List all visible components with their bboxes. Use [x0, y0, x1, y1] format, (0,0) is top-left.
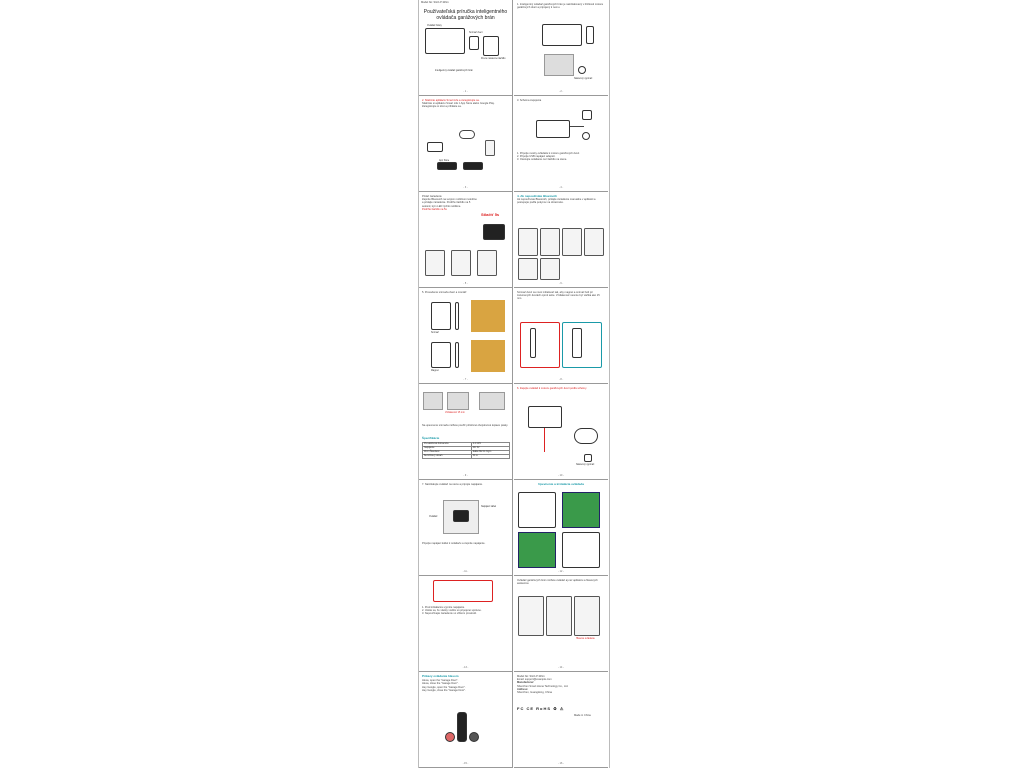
address: Shenzhen, Guangdong, China — [517, 691, 552, 695]
voice-command-1: Alexa, open the "Garage Door". — [422, 679, 459, 683]
panel-4-text: 1. Pripojte svorky ovládača k motoru garážových dverí. 2. Pripojte USB napájací adaptér. 3. Otestujte ovládanie cez tlačidlo na stene. — [517, 152, 580, 162]
page-number: - 10 - — [558, 474, 564, 477]
panel-9 — [419, 384, 513, 480]
spec-value: DC 5V — [471, 447, 509, 451]
panel-6 — [514, 192, 608, 288]
door-photo-2 — [447, 392, 469, 410]
panel-10 — [514, 384, 608, 480]
manufacturer: Shenzhen Smart Home Technology Co., Ltd. — [517, 684, 569, 688]
spec-key: Napájanie — [423, 447, 472, 451]
title-line-2: ovládača garážových brán — [436, 15, 495, 22]
label-app-store: App Store — [439, 160, 450, 162]
voice-command-4: Hey Google, close the "Garage Door". — [422, 688, 466, 692]
panel-3-text: Stiahnite si aplikáciu Smart Life z App Store alebo Google Play. Zaregistrujte si účet a prihláste sa. — [422, 102, 496, 109]
controller-diagram — [528, 406, 562, 428]
panel-7-text: 5. Prevedenie snímača dverí a montáž — [422, 291, 467, 294]
label-wall-switch: Nástenný vypínač — [574, 78, 593, 80]
ce-mark: CE — [526, 706, 535, 711]
page-number: - 3 - — [463, 186, 468, 189]
controller-diagram — [542, 24, 582, 46]
panel-5-red-text: Podržte tlačidlo na 5s — [422, 207, 447, 211]
motor-icon — [574, 428, 598, 444]
label-power-cable: Napájací kábel — [481, 506, 497, 508]
label-sensor: Snímač dverí — [469, 32, 483, 34]
door-photo-3 — [479, 392, 505, 410]
panel-15 — [419, 672, 513, 768]
door-photo-1 — [423, 392, 443, 410]
cloud-icon — [459, 130, 475, 139]
panel-12 — [514, 480, 608, 576]
spec-row — [423, 455, 510, 459]
page-number: - 9 - — [463, 474, 468, 477]
page-number: - 5 - — [463, 282, 468, 285]
panel-14-text: Ovládač garážových brán môžete ovládať aj cez aplikáciu a hlasových asistentov. — [517, 579, 599, 586]
wood-mount-1 — [471, 300, 505, 332]
phone-screen-3 — [574, 596, 600, 636]
smart-speaker-round-icon — [445, 732, 455, 742]
label-caption: Inteligentný ovládač garážových brán — [435, 70, 473, 72]
label-distance: Vzdialenosť 15 mm — [445, 412, 465, 414]
panel-11-text: 7. Nainštalujte ovládač na stenu a pripojte napájanie. — [422, 483, 483, 486]
panel-8-text: Snímač dverí sa musí inštalovať tak, aby magnet a snímač boli pri zatvorených dverách oproti sebe. Vzdialenosť nesmie byť väčšia ako 15 mm. — [517, 291, 601, 301]
panel-4 — [514, 96, 608, 192]
correct-install-frame — [562, 322, 602, 368]
spec-value: 50 m — [471, 455, 509, 459]
router-icon — [427, 142, 443, 152]
warning-illustration — [433, 580, 493, 602]
controller-photo — [453, 510, 469, 522]
google-play-badge[interactable] — [463, 162, 483, 170]
page-number: - 2 - — [558, 90, 564, 93]
circuit-board-1 — [562, 492, 600, 528]
panel-13-text: 1. Pred inštaláciou vypnite napájanie. 2. Uistite sa, že všetky vodiče sú pripojené správne. 3. Nepoužívajte zariadenie vo vlhkom prostredí. — [422, 606, 482, 616]
wood-mount-2 — [471, 340, 505, 372]
garage-door-illustration — [544, 54, 574, 76]
phone-screen-4 — [584, 228, 604, 256]
panel-4-heading: 3. Schéma zapojenia — [517, 99, 542, 102]
wall-switch-icon — [582, 132, 590, 140]
spec-value: 2.4 GHz — [471, 443, 509, 447]
back-email: Email: support@example.com — [517, 678, 552, 682]
magnet-side — [455, 342, 459, 368]
recycle-icon: ♻ — [553, 706, 558, 711]
made-in: Made in China — [574, 714, 591, 717]
page-number: - 16 - — [558, 762, 564, 765]
voice-command-3: Hey Google, open the "Garage Door". — [422, 685, 466, 689]
panel-6-heading: 4. Ak nepoužíváte Bluetooth — [517, 194, 558, 198]
phone-screen-6 — [540, 258, 560, 280]
phone-screen-1 — [518, 228, 538, 256]
page-number: - 14 - — [558, 666, 564, 669]
page-number: - 7 - — [463, 378, 468, 381]
wire — [570, 126, 584, 127]
label-sensor: Snímač — [431, 332, 439, 334]
panel-11-footer: Pripojte napájací kábel k ovládaču a zapnite napájanie. — [422, 542, 486, 545]
manufacturer-label: Manufacturer: — [517, 681, 535, 685]
warning-icon: ⚠ — [559, 706, 565, 711]
phone-screen-2 — [451, 250, 471, 276]
phone-icon — [485, 140, 495, 156]
panel-14 — [514, 576, 608, 672]
panel-6-text: Ak nepoužívate Bluetooth, pridajte zariadenie manuálne v aplikácii a postupujte podľa pokynov na obrazovke. — [517, 198, 597, 205]
phone-screen-2 — [540, 228, 560, 256]
phone-screen-5 — [518, 258, 538, 280]
back-model: Model No: SGO-P-WG1 — [517, 675, 545, 678]
press-5s-badge: Stlačiť 5s — [481, 212, 500, 217]
phone-screen-1 — [518, 596, 544, 636]
smart-speaker-small-icon — [469, 732, 479, 742]
wire-red — [544, 428, 545, 452]
spec-key: Bezdrôtový dosah — [423, 455, 472, 459]
install-step-1 — [518, 492, 556, 528]
sensor-correct — [572, 328, 582, 358]
panel-15-heading: Príkazy ovládania hlasom — [422, 674, 459, 678]
spec-table — [422, 442, 510, 459]
model-number: Model No: SGO-P-WG1 — [421, 1, 449, 4]
phone-screen-1 — [425, 250, 445, 276]
sensor-wrong — [530, 328, 536, 358]
garage-illustration — [425, 28, 465, 54]
spec-value: IEEE 802.11 b/g/n — [471, 451, 509, 455]
page-number: - 4 - — [558, 186, 564, 189]
magnet-front — [455, 302, 459, 330]
voice-control-label: Hlasové ovládanie — [576, 638, 595, 640]
panel-8 — [514, 288, 608, 384]
page-number: - 8 - — [558, 378, 564, 381]
rohs-mark: RoHS — [536, 706, 552, 711]
door-sensor-icon — [469, 36, 479, 50]
panel-9-note: Na upevnenie snímača môžete použiť priložené obojstranné lepiace pásky. — [422, 424, 509, 427]
certification-marks — [517, 706, 564, 711]
address-label: Address: — [517, 687, 529, 691]
panel-5 — [419, 192, 513, 288]
title-line-1: Používateľská príručka inteligentného — [423, 9, 508, 16]
install-step-4 — [562, 532, 600, 568]
page-number: - 6 - — [558, 282, 564, 285]
page-number: - 13 - — [462, 666, 469, 669]
panel-2 — [514, 0, 608, 96]
panel-3-heading: 2. Stiahnite aplikáciu Smart Life a zaregistrujte sa. — [422, 99, 480, 102]
label-wall-switch: Nástenný vypínač — [576, 464, 595, 466]
panel-10-text: 6. Zapojte ovládač k motoru garážových dverí podľa schémy. — [517, 387, 587, 390]
wrong-install-frame — [520, 322, 560, 368]
smart-speaker-icon — [457, 712, 467, 742]
wall-switch-icon — [584, 454, 592, 462]
circuit-board-2 — [518, 532, 556, 568]
phone-screen-2 — [546, 596, 572, 636]
panel-5-heading: Pridať zariadenie — [422, 195, 442, 198]
page-number: - 1 - — [463, 90, 468, 93]
page-number: - 12 - — [558, 570, 564, 573]
spec-key: Wi-Fi Štandard — [423, 451, 472, 455]
panel-3 — [419, 96, 513, 192]
wall-switch-icon — [578, 66, 586, 74]
sensor-front — [431, 302, 451, 330]
switch-icon — [582, 110, 592, 120]
label-magnet: Magnet — [431, 370, 439, 372]
panel-5-text: Zapnite Bluetooth na svojom mobilnom telefóne a pridajte zariadenie. Podržte tlačidlo na 5 sekúnd, kým LED rýchlo neblikne. — [422, 198, 478, 208]
panel-11 — [419, 480, 513, 576]
panel-7 — [419, 288, 513, 384]
controller-diagram — [536, 120, 570, 138]
phone-screen-3 — [477, 250, 497, 276]
label-controller: Ovládač — [429, 516, 438, 518]
panel-13 — [419, 576, 513, 672]
panel-16 — [514, 672, 608, 768]
spec-heading: Špecifikácie — [422, 436, 440, 440]
controller-icon — [483, 36, 499, 56]
app-store-badge[interactable] — [437, 162, 457, 170]
manual-sheet — [418, 0, 610, 768]
label-wall-button: Pevné nástenné tlačidlo — [481, 58, 506, 60]
panel-12-heading: Upevnenie a inštalácia ovládača — [538, 482, 584, 486]
label-controller: Ovládač brány — [427, 25, 442, 27]
voice-command-2: Alexa, close the "Garage Door". — [422, 682, 459, 686]
spec-key: Prevádzková frekvencia — [423, 443, 472, 447]
sensor-icon — [586, 26, 594, 44]
page-number: - 15 - — [462, 762, 469, 765]
sensor-side — [431, 342, 451, 368]
phone-screen-3 — [562, 228, 582, 256]
page-number: - 11 - — [462, 570, 469, 573]
panel-2-text: 1. Inteligentný ovládač garážových brán je nainštalovaný v blízkosti motora garážových dverí a pripojený k nemu. — [517, 3, 604, 10]
controller-photo — [483, 224, 505, 240]
panel-1 — [419, 0, 513, 96]
fcc-mark: FC — [517, 706, 525, 711]
